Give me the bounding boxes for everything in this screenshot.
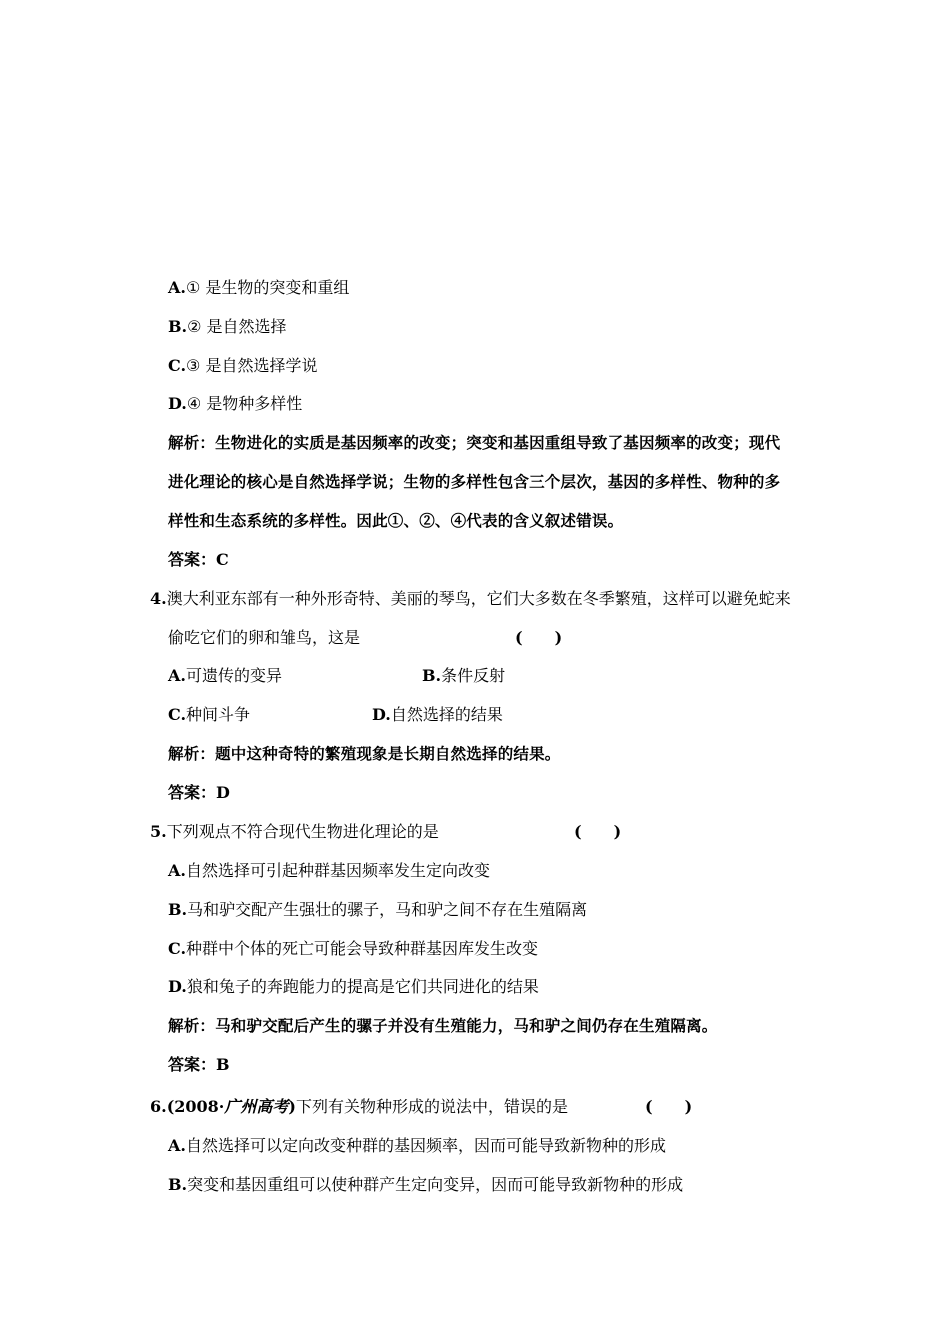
question-stem: 下列观点不符合现代生物进化理论的是 — [166, 822, 439, 841]
option-letter: A. — [168, 278, 186, 297]
option-text: ③ 是自然选择学说 — [186, 356, 318, 375]
option-text: 种群中个体的死亡可能会导致种群基因库发生改变 — [186, 939, 539, 958]
q3-explanation-line-1: 解析：生物进化的实质是基因频率的改变；突变和基因重组导致了基因频率的改变；现代 — [168, 433, 781, 452]
question-number: 6. — [150, 1097, 167, 1116]
option-text: ④ 是物种多样性 — [186, 394, 303, 413]
question-stem: 澳大利亚东部有一种外形奇特、美丽的琴鸟，它们大多数在冬季繁殖，这样可以避免蛇来 — [166, 589, 791, 608]
q4-option-a — [168, 666, 282, 686]
q5-answer: 答案：B — [168, 1055, 230, 1074]
q5-option-c — [168, 939, 538, 959]
option-text: 突变和基因重组可以使种群产生定向变异，因而可能导致新物种的形成 — [187, 1175, 684, 1194]
source-open: (2008· — [166, 1097, 225, 1116]
q5-explanation: 解析：马和驴交配后产生的骡子并没有生殖能力，马和驴之间仍存在生殖隔离。 — [168, 1016, 718, 1035]
option-letter: B. — [168, 900, 188, 919]
option-text: ② 是自然选择 — [187, 317, 287, 336]
q6-stem — [150, 1097, 568, 1117]
q4-stem-line-2: 偷吃它们的卵和雏鸟，这是 — [168, 628, 361, 647]
option-letter: D. — [168, 977, 187, 996]
q3-explanation-line-2: 进化理论的核心是自然选择学说；生物的多样性包含三个层次，基因的多样性、物种的多 — [168, 472, 781, 491]
option-letter: B. — [168, 1175, 188, 1194]
q4-option-d — [372, 705, 503, 725]
question-number: 4. — [150, 589, 167, 608]
option-letter: A. — [168, 861, 186, 880]
option-text: 马和驴交配产生强壮的骡子，马和驴之间不存在生殖隔离 — [187, 900, 588, 919]
option-letter: B. — [422, 666, 442, 685]
q5-stem — [150, 822, 439, 842]
option-letter: C. — [168, 939, 187, 958]
q4-option-c — [168, 705, 250, 725]
source-name: 广州高考 — [224, 1097, 289, 1116]
option-letter: C. — [168, 705, 187, 724]
q3-answer: 答案：C — [168, 550, 229, 569]
q5-option-b — [168, 900, 587, 920]
source-close: ) — [288, 1097, 296, 1116]
q5-option-d — [168, 977, 539, 997]
question-number: 5. — [150, 822, 167, 841]
q6-option-b — [168, 1175, 683, 1195]
q4-answer: 答案：D — [168, 783, 230, 802]
option-letter: B. — [168, 317, 188, 336]
option-letter: A. — [168, 1136, 186, 1155]
q4-stem-line-1 — [150, 589, 791, 609]
q4-explanation: 解析：题中这种奇特的繁殖现象是长期自然选择的结果。 — [168, 744, 561, 763]
option-text: 自然选择的结果 — [390, 705, 503, 724]
q3-option-a — [168, 278, 349, 298]
option-text: 种间斗争 — [186, 705, 251, 724]
option-text: 狼和兔子的奔跑能力的提高是它们共同进化的结果 — [186, 977, 539, 996]
option-text: 条件反射 — [441, 666, 506, 685]
q3-option-c — [168, 356, 317, 376]
q5-answer-paren: ( ) — [574, 822, 622, 841]
q4-answer-paren: ( ) — [515, 628, 563, 647]
question-stem: 下列有关物种形成的说法中，错误的是 — [295, 1097, 568, 1116]
option-letter: A. — [168, 666, 186, 685]
q4-option-b — [422, 666, 505, 686]
option-letter: D. — [168, 394, 187, 413]
q6-answer-paren: ( ) — [645, 1097, 693, 1116]
option-text: 自然选择可引起种群基因频率发生定向改变 — [185, 861, 490, 880]
option-text: 自然选择可以定向改变种群的基因频率，因而可能导致新物种的形成 — [185, 1136, 666, 1155]
q6-option-a — [168, 1136, 666, 1156]
q3-explanation-line-3: 样性和生态系统的多样性。因此①、②、④代表的含义叙述错误。 — [168, 511, 624, 530]
option-text: ① 是生物的突变和重组 — [185, 278, 350, 297]
q5-option-a — [168, 861, 490, 881]
option-letter: C. — [168, 356, 187, 375]
q3-option-b — [168, 317, 287, 337]
q3-option-d — [168, 394, 302, 414]
option-text: 可遗传的变异 — [185, 666, 282, 685]
option-letter: D. — [372, 705, 391, 724]
